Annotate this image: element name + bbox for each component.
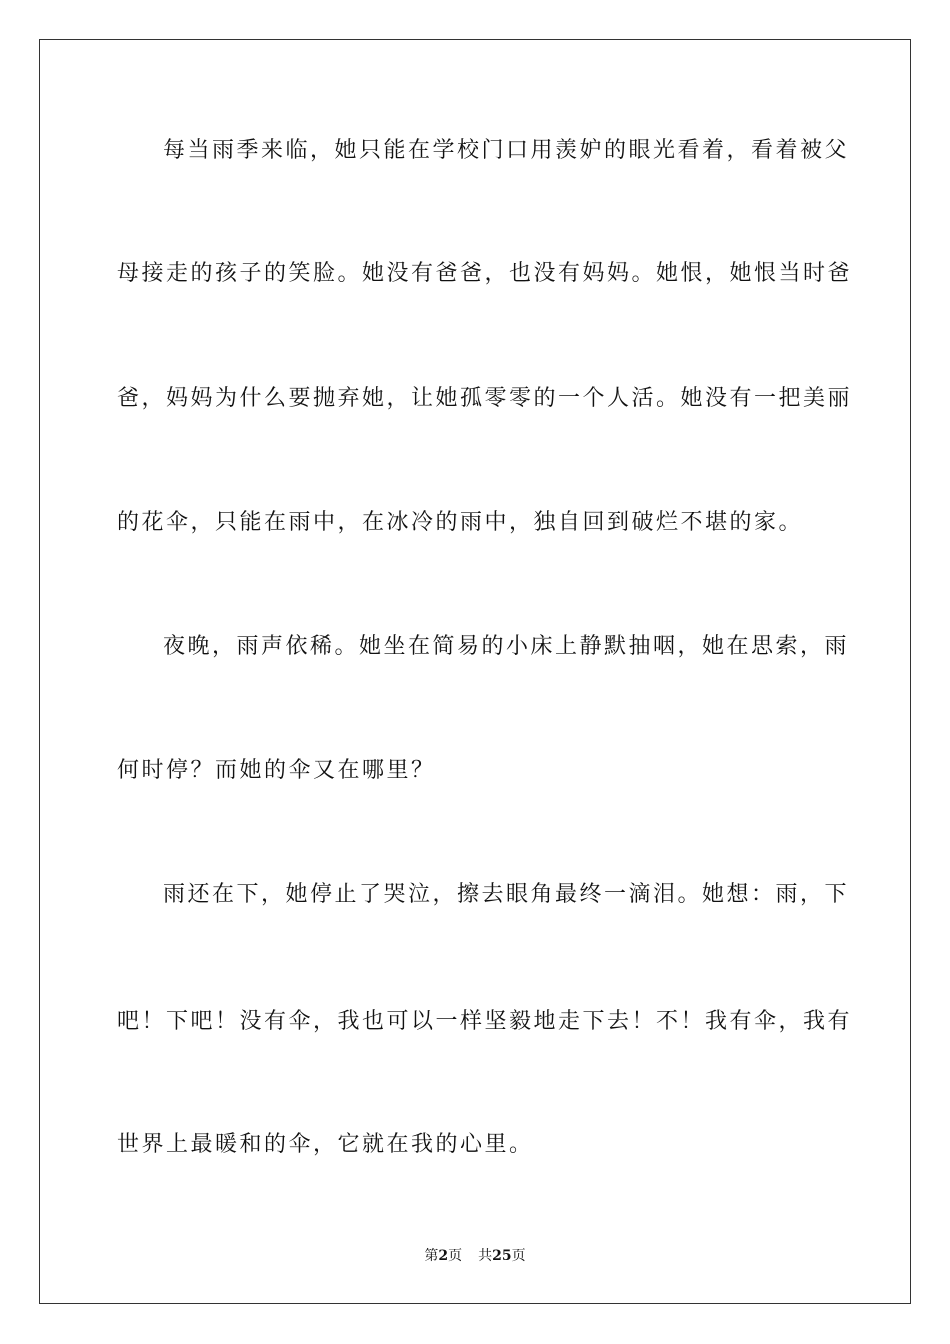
page-border bbox=[39, 39, 911, 1304]
paragraph-3-line-3: 世界上最暖和的伞，它就在我的心里。 bbox=[117, 1132, 534, 1157]
paragraph-2-line-1: 夜晚，雨声依稀。她坐在简易的小床上静默抽咽，她在思索，雨 bbox=[163, 634, 850, 659]
paragraph-1-line-1: 每当雨季来临，她只能在学校门口用羡妒的眼光看着，看着被父 bbox=[163, 138, 850, 163]
paragraph-1-line-2: 母接走的孩子的笑脸。她没有爸爸，也没有妈妈。她恨，她恨当时爸 bbox=[117, 261, 853, 286]
total-prefix: 共 bbox=[478, 1248, 493, 1264]
page-number: 2 bbox=[438, 1248, 449, 1264]
total-pages: 25 bbox=[492, 1248, 512, 1264]
paragraph-3-line-1: 雨还在下，她停止了哭泣，擦去眼角最终一滴泪。她想：雨，下 bbox=[163, 882, 850, 907]
total-suffix: 页 bbox=[511, 1248, 526, 1264]
paragraph-1-line-4: 的花伞，只能在雨中，在冰冷的雨中，独自回到破烂不堪的家。 bbox=[117, 510, 804, 535]
page-prefix: 第 bbox=[424, 1248, 439, 1264]
paragraph-2-line-2: 何时停？而她的伞又在哪里？ bbox=[117, 758, 436, 783]
paragraph-1-line-3: 爸，妈妈为什么要抛弃她，让她孤零零的一个人活。她没有一把美丽 bbox=[117, 386, 853, 411]
paragraph-3-line-2: 吧！下吧！没有伞，我也可以一样坚毅地走下去！不！我有伞，我有 bbox=[117, 1009, 853, 1034]
page-suffix: 页 bbox=[448, 1248, 463, 1264]
page-footer bbox=[0, 1246, 950, 1266]
